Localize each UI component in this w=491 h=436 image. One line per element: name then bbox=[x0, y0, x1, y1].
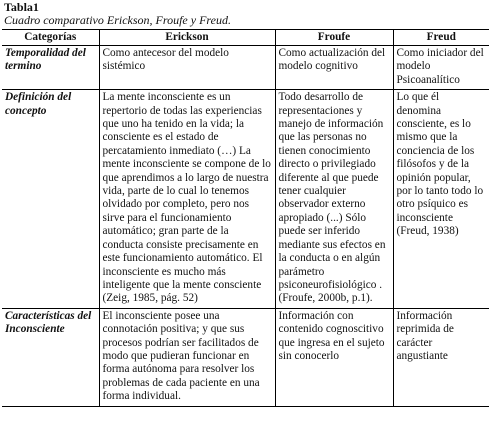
table-row bbox=[2, 90, 489, 309]
table-label: Tabla1 bbox=[4, 0, 39, 14]
table-row bbox=[2, 46, 489, 90]
cell-freud: Información reprimida de carácter angustiante bbox=[393, 308, 489, 406]
cell-erickson: El inconsciente posee una connotación positiva; y que sus procesos podrían ser facilitados de modo que pudieran funcionar en forma autónoma para resolver los problemas de cada paciente en una forma individual. bbox=[99, 308, 275, 406]
cell-froufe: Información con contenido cognoscitivo que ingresa en el sujeto sin conocerlo bbox=[275, 308, 393, 406]
cell-erickson: La mente inconsciente es un repertorio de todas las experiencias que uno ha tenido en la vida; la consciente es el estado de percatamiento inmediato (…) La mente inconsciente se compone de lo que aprendimos a lo largo de nuestra vida, parte de lo cual lo tenemos olvidado por completo, pero nos sirve para el funcionamiento automático; gran parte de la conducta consiste precisamente en este funcionamiento automático. El inconsciente es mucho más inteligente que la mente consciente (Zeig, 1985, pág. 52) bbox=[99, 90, 275, 309]
header-froufe: Froufe bbox=[275, 30, 393, 46]
row-category: Definición del concepto bbox=[2, 90, 99, 309]
cell-freud: Como iniciador del modelo Psicoanalítico bbox=[393, 46, 489, 90]
row-category: Características del Inconsciente bbox=[2, 308, 99, 406]
comparison-table bbox=[2, 29, 489, 407]
row-category: Temporalidad del termino bbox=[5, 47, 86, 73]
table-caption bbox=[4, 1, 231, 27]
table-title: Cuadro comparativo Erickson, Froufe y Freud. bbox=[4, 13, 231, 27]
cell-freud: Lo que él denomina consciente, es lo mismo que la conciencia de los filósofos y de la opinión popular, por lo tanto todo lo otro psíquico es inconsciente (Freud, 1938) bbox=[393, 90, 489, 309]
table-row bbox=[2, 308, 489, 406]
cell-froufe: Todo desarrollo de representaciones y manejo de información que las personas no tienen conocimiento directo o privilegiado diferente al que puede tener cualquier observador externo apropiado (...) Sólo puede ser inferido mediante sus efectos en la conducta o en algún parámetro psiconeurofisiológico . (Froufe, 2000b, p.1). bbox=[275, 90, 393, 309]
table-header-row bbox=[2, 30, 489, 46]
header-categorias: Categorías bbox=[2, 30, 99, 46]
cell-froufe: Como actualización del modelo cognitivo bbox=[275, 46, 393, 90]
header-freud: Freud bbox=[393, 30, 489, 46]
cell-erickson: Como antecesor del modelo sistémico bbox=[99, 46, 275, 90]
header-erickson: Erickson bbox=[99, 30, 275, 46]
